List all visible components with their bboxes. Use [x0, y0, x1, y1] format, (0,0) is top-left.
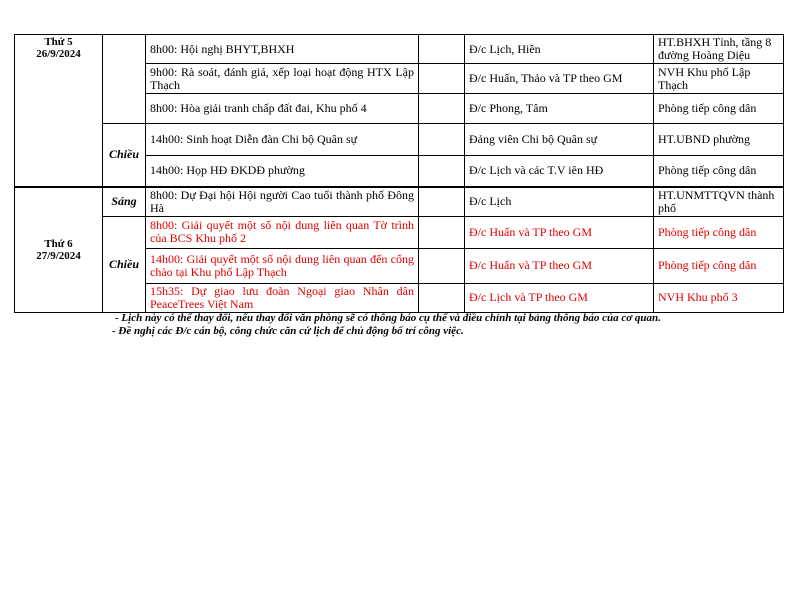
content-cell: 8h00: Hội nghị BHYT,BHXH — [146, 35, 419, 64]
table-row — [15, 216, 784, 248]
content-cell: 15h35: Dự giao lưu đoàn Ngoại giao Nhân dân PeaceTrees Việt Nam — [146, 283, 419, 312]
table-row — [15, 187, 784, 217]
where-cell: Phòng tiếp công dân — [654, 94, 784, 124]
content-cell: 14h00: Họp HĐ ĐKDĐ phường — [146, 156, 419, 187]
session-cell: Chiều — [103, 124, 146, 187]
day-cell — [15, 35, 103, 187]
where-cell: Phòng tiếp công dân — [654, 216, 784, 248]
where-cell: Phòng tiếp công dân — [654, 248, 784, 283]
where-cell: HT.BHXH Tỉnh, tầng 8 đường Hoàng Diệu — [654, 35, 784, 64]
where-cell: NVH Khu phố Lập Thạch — [654, 64, 784, 94]
content-cell: 14h00: Giải quyết một số nội dung liên quan đến cổng chào tại Khu phố Lập Thạch — [146, 248, 419, 283]
where-cell: HT.UNMTTQVN thành phố — [654, 187, 784, 217]
empty-cell — [419, 64, 465, 94]
note-line: - Đề nghị các Đ/c cán bộ, công chức căn cứ lịch để chủ động bố trí công việc. — [112, 325, 464, 337]
session-cell: Chiều — [103, 216, 146, 312]
empty-cell — [419, 187, 465, 217]
schedule-notes — [112, 312, 661, 338]
where-cell: NVH Khu phố 3 — [654, 283, 784, 312]
content-cell: 8h00: Giải quyết một số nội dung liên quan Tờ trình của BCS Khu phố 2 — [146, 216, 419, 248]
content-cell: 9h00: Rà soát, đánh giá, xếp loại hoạt động HTX Lập Thạch — [146, 64, 419, 94]
day-cell — [15, 187, 103, 313]
who-cell: Đảng viên Chi bộ Quân sự — [465, 124, 654, 156]
who-cell: Đ/c Huấn và TP theo GM — [465, 216, 654, 248]
empty-cell — [419, 124, 465, 156]
who-cell: Đ/c Huấn, Thảo và TP theo GM — [465, 64, 654, 94]
table-row — [15, 124, 784, 156]
where-cell: HT.UBND phường — [654, 124, 784, 156]
empty-cell — [419, 283, 465, 312]
who-cell: Đ/c Lịch và các T.V iên HĐ — [465, 156, 654, 187]
day-weekday: Thứ 5 — [44, 36, 73, 48]
note-line: - Lịch này có thể thay đổi, nếu thay đổi văn phòng sẽ có thông báo cụ thể và điều chỉnh tại bảng thông báo của cơ quan. — [115, 312, 661, 324]
content-cell: 8h00: Hòa giải tranh chấp đất đai, Khu phố 4 — [146, 94, 419, 124]
session-cell — [103, 35, 146, 124]
day-date: 27/9/2024 — [36, 249, 81, 262]
empty-cell — [419, 248, 465, 283]
schedule-table — [14, 34, 784, 313]
who-cell: Đ/c Phong, Tâm — [465, 94, 654, 124]
where-cell: Phòng tiếp công dân — [654, 156, 784, 187]
session-cell: Sáng — [103, 187, 146, 217]
who-cell: Đ/c Huấn và TP theo GM — [465, 248, 654, 283]
who-cell: Đ/c Lịch, Hiền — [465, 35, 654, 64]
who-cell: Đ/c Lịch — [465, 187, 654, 217]
day-weekday: Thứ 6 — [44, 237, 73, 250]
who-cell: Đ/c Lịch và TP theo GM — [465, 283, 654, 312]
content-cell: 8h00: Dự Đại hội Hội người Cao tuổi thành phố Đông Hà — [146, 187, 419, 217]
content-cell: 14h00: Sinh hoạt Diễn đàn Chi bộ Quân sự — [146, 124, 419, 156]
table-row — [15, 35, 784, 64]
empty-cell — [419, 216, 465, 248]
day-date: 26/9/2024 — [36, 48, 81, 60]
empty-cell — [419, 94, 465, 124]
empty-cell — [419, 35, 465, 64]
empty-cell — [419, 156, 465, 187]
